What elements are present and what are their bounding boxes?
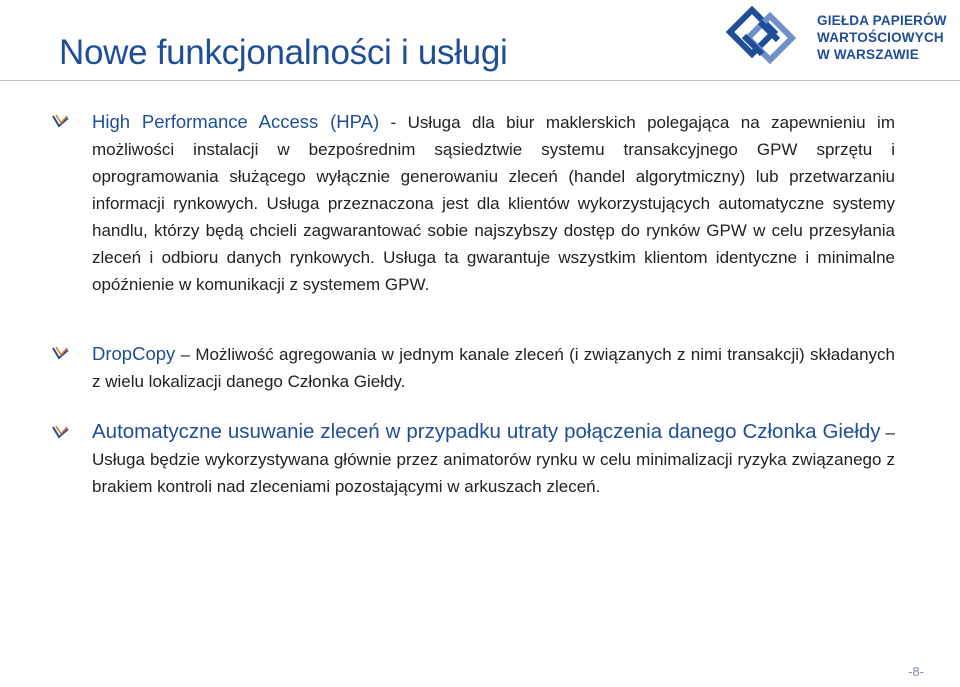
gpw-logo <box>722 4 952 68</box>
logo-line-2: WARTOŚCIOWYCH <box>817 30 944 45</box>
bullet-icon <box>52 346 70 360</box>
bullet-icon <box>52 425 70 439</box>
logo-text <box>817 12 947 63</box>
page-number: -8- <box>908 664 924 679</box>
bullet-hpa-heading: High Performance Access (HPA) <box>92 111 380 132</box>
bullet-hpa <box>92 108 895 298</box>
bullet-auto-cancel-heading: Automatyczne usuwanie zleceń w przypadku utraty połączenia danego Członka Giełdy <box>92 420 881 443</box>
page-title: Nowe funkcjonalności i usługi <box>59 33 508 73</box>
logo-line-3: W WARSZAWIE <box>817 47 919 62</box>
bullet-dropcopy-text: – Możliwość agregowania w jednym kanale zleceń (i związanych z nimi transakcji) składanych z wielu lokalizacji danego Członka Giełdy. <box>92 345 895 391</box>
header-divider <box>0 80 960 81</box>
bullet-auto-cancel-text: – Usługa będzie wykorzystywana głównie przez animatorów rynku w celu minimalizacji ryzyka związanego z brakiem kontroli nad zleceniami pozostającymi w arkuszach zleceń. <box>92 423 895 496</box>
bullet-icon <box>52 114 70 128</box>
bullet-auto-cancel <box>92 418 895 500</box>
logo-line-1: GIEŁDA PAPIERÓW <box>817 13 947 28</box>
bullet-dropcopy <box>92 340 895 395</box>
gpw-logo-icon <box>722 4 810 68</box>
bullet-hpa-text: - Usługa dla biur maklerskich polegająca na zapewnieniu im możliwości instalacji w bezpośrednim sąsiedztwie systemu transakcyjnego GPW sprzętu i oprogramowania służącego wyłącznie generowaniu zleceń (handel algorytmiczny) lub przetwarzaniu informacji rynkowych. Usługa przeznaczona jest dla klientów wykorzystujących automatyczne systemy handlu, którzy będą chcieli zagwarantować sobie najszybszy dostęp do rynków GPW w celu przesyłania zleceń i odbioru danych rynkowych. Usługa ta gwarantuje wszystkim klientom identyczne i minimalne opóźnienie w komunikacji z systemem GPW. <box>92 113 895 294</box>
bullet-dropcopy-heading: DropCopy <box>92 343 176 364</box>
